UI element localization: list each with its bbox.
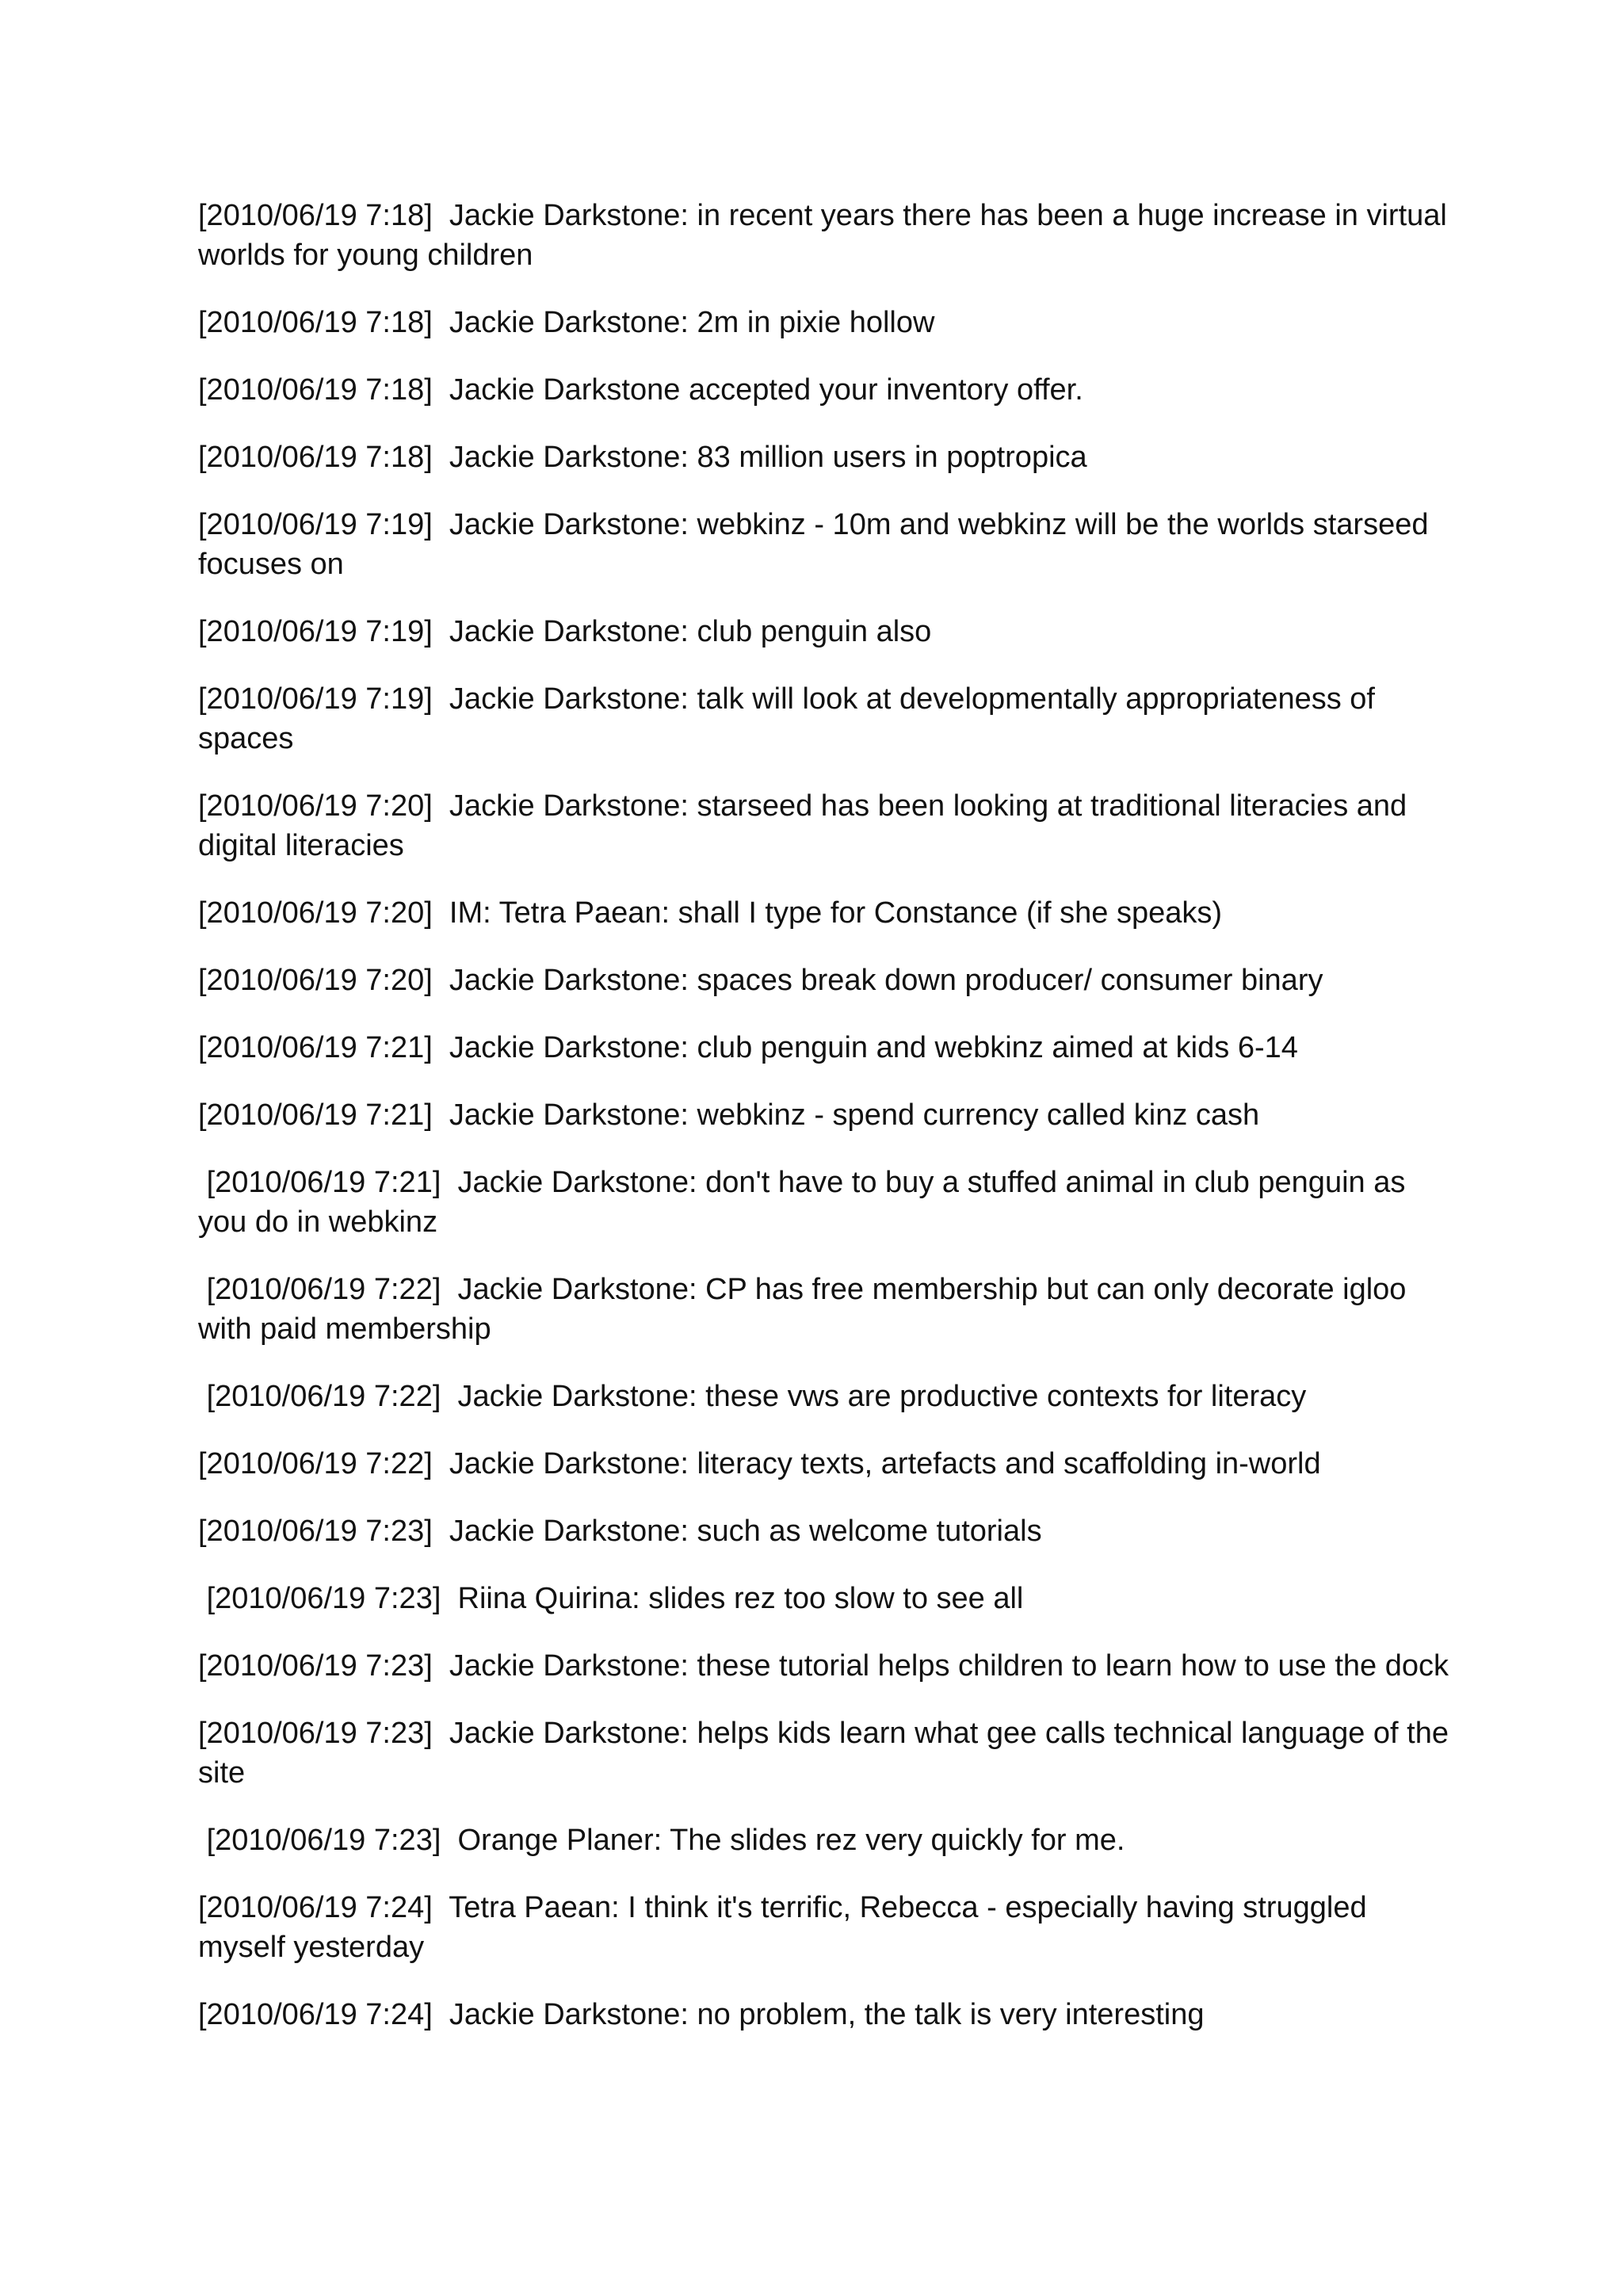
chat-log-entry: [2010/06/19 7:20] Jackie Darkstone: spaces break down producer/ consumer binary: [198, 964, 1323, 997]
chat-log-entry: [2010/06/19 7:18] Jackie Darkstone: 83 million users in poptropica: [198, 441, 1087, 474]
chat-log-entry: [2010/06/19 7:24] Jackie Darkstone: no problem, the talk is very interesting: [198, 1998, 1205, 2031]
chat-log-entry: [2010/06/19 7:23] Orange Planer: The slides rez very quickly for me.: [198, 1824, 1125, 1857]
chat-log-entry: [2010/06/19 7:20] IM: Tetra Paean: shall I type for Constance (if she speaks): [198, 896, 1223, 930]
chat-log-entry: [2010/06/19 7:22] Jackie Darkstone: CP has free membership but can only decorate igloo with paid membership: [198, 1273, 1415, 1346]
chat-log-entry: [2010/06/19 7:18] Jackie Darkstone: in recent years there has been a huge increase in virtual worlds for young children: [198, 199, 1456, 272]
chat-log-entry: [2010/06/19 7:20] Jackie Darkstone: starseed has been looking at traditional literacies and digital literacies: [198, 789, 1415, 862]
chat-log-entry: [2010/06/19 7:19] Jackie Darkstone: webkinz - 10m and webkinz will be the worlds starseed focuses on: [198, 508, 1438, 581]
chat-log-entry: [2010/06/19 7:18] Jackie Darkstone accepted your inventory offer.: [198, 373, 1083, 407]
chat-log-entry: [2010/06/19 7:23] Jackie Darkstone: these tutorial helps children to learn how to use the dock: [198, 1649, 1449, 1683]
chat-log-entry: [2010/06/19 7:18] Jackie Darkstone: 2m in pixie hollow: [198, 306, 935, 339]
chat-log-entry: [2010/06/19 7:21] Jackie Darkstone: don't have to buy a stuffed animal in club penguin as you do in webkinz: [198, 1166, 1414, 1239]
chat-log-entry: [2010/06/19 7:23] Riina Quirina: slides rez too slow to see all: [198, 1582, 1024, 1615]
chat-log-entry: [2010/06/19 7:19] Jackie Darkstone: talk will look at developmentally appropriateness of spaces: [198, 682, 1384, 755]
chat-log-entry: [2010/06/19 7:21] Jackie Darkstone: club penguin and webkinz aimed at kids 6-14: [198, 1031, 1298, 1064]
chat-log-entry: [2010/06/19 7:19] Jackie Darkstone: club penguin also: [198, 615, 932, 648]
chat-log-entry: [2010/06/19 7:21] Jackie Darkstone: webkinz - spend currency called kinz cash: [198, 1098, 1260, 1132]
chat-log-entry: [2010/06/19 7:24] Tetra Paean: I think it's terrific, Rebecca - especially having struggled myself yesterday: [198, 1891, 1376, 1964]
chat-log-entry: [2010/06/19 7:22] Jackie Darkstone: these vws are productive contexts for literacy: [198, 1380, 1307, 1413]
chat-log: [198, 196, 1457, 2062]
chat-log-entry: [2010/06/19 7:22] Jackie Darkstone: literacy texts, artefacts and scaffolding in-world: [198, 1447, 1321, 1480]
chat-log-entry: [2010/06/19 7:23] Jackie Darkstone: helps kids learn what gee calls technical language of the site: [198, 1717, 1457, 1790]
chat-log-entry: [2010/06/19 7:23] Jackie Darkstone: such as welcome tutorials: [198, 1515, 1042, 1548]
